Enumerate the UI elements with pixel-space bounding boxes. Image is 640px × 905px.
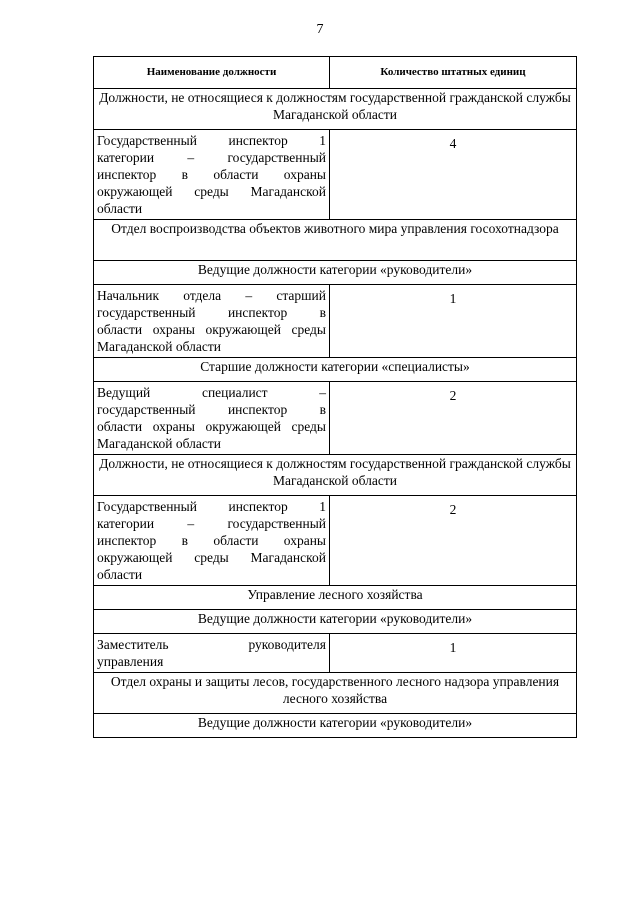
- section-title: Отдел охраны и защиты лесов, государственного лесного надзора управления лесного хозяйства: [94, 673, 577, 714]
- position-name-line: Магаданской области: [97, 339, 221, 354]
- position-name-line: Ведущий специалист –: [97, 385, 326, 400]
- section-title: Старшие должности категории «специалисты»: [94, 358, 577, 382]
- staff-count-value: 2: [330, 382, 577, 455]
- section-row: [94, 261, 577, 285]
- staff-table: [93, 56, 577, 738]
- position-name-line: окружающей среды Магаданской: [97, 550, 326, 565]
- section-title: Управление лесного хозяйства: [94, 586, 577, 610]
- position-row: [94, 634, 577, 673]
- position-row: [94, 496, 577, 586]
- section-title: Ведущие должности категории «руководители»: [94, 714, 577, 738]
- position-name-line: государственный инспектор в: [97, 402, 326, 417]
- position-name-line: окружающей среды Магаданской: [97, 184, 326, 199]
- section-title: Должности, не относящиеся к должностям государственной гражданской службы Магаданской области: [94, 455, 577, 496]
- position-name-line: категории – государственный: [97, 516, 326, 531]
- position-name-line: области охраны окружающей среды: [97, 419, 326, 434]
- position-name-line: Начальник отдела – старший: [97, 288, 326, 303]
- header-position-name: Наименование должности: [94, 57, 330, 89]
- section-title: Должности, не относящиеся к должностям государственной гражданской службы Магаданской области: [94, 89, 577, 130]
- section-row: [94, 220, 577, 261]
- section-title: Ведущие должности категории «руководители»: [94, 610, 577, 634]
- page-number: 7: [316, 22, 324, 37]
- position-name-line: Заместитель руководителя: [97, 637, 326, 652]
- section-row: [94, 586, 577, 610]
- position-name-line: государственный инспектор в: [97, 305, 326, 320]
- staff-count-value: 2: [330, 496, 577, 586]
- section-row: [94, 714, 577, 738]
- position-name-line: области: [97, 567, 143, 582]
- staff-count-value: 4: [330, 130, 577, 220]
- position-name-line: категории – государственный: [97, 150, 326, 165]
- position-name-line: Магаданской области: [97, 436, 221, 451]
- position-row: [94, 382, 577, 455]
- position-row: [94, 285, 577, 358]
- position-name: [94, 285, 330, 358]
- position-name-line: области: [97, 201, 143, 216]
- position-name-line: Государственный инспектор 1: [97, 133, 326, 148]
- position-name: [94, 634, 330, 673]
- table-body: [94, 89, 577, 738]
- table-header-row: [94, 57, 577, 89]
- position-name-line: инспектор в области охраны: [97, 167, 326, 182]
- section-row: [94, 358, 577, 382]
- position-name: [94, 496, 330, 586]
- position-name-line: области охраны окружающей среды: [97, 322, 326, 337]
- section-title: Отдел воспроизводства объектов животного мира управления госохотнадзора: [94, 220, 577, 261]
- header-staff-count: Количество штатных единиц: [330, 57, 577, 89]
- section-row: [94, 89, 577, 130]
- section-row: [94, 673, 577, 714]
- position-name: [94, 382, 330, 455]
- position-row: [94, 130, 577, 220]
- staff-count-value: 1: [330, 634, 577, 673]
- section-row: [94, 610, 577, 634]
- position-name-line: инспектор в области охраны: [97, 533, 326, 548]
- position-name-line: управления: [97, 654, 164, 669]
- position-name-line: Государственный инспектор 1: [97, 499, 326, 514]
- staff-count-value: 1: [330, 285, 577, 358]
- section-row: [94, 455, 577, 496]
- position-name: [94, 130, 330, 220]
- section-title: Ведущие должности категории «руководители»: [94, 261, 577, 285]
